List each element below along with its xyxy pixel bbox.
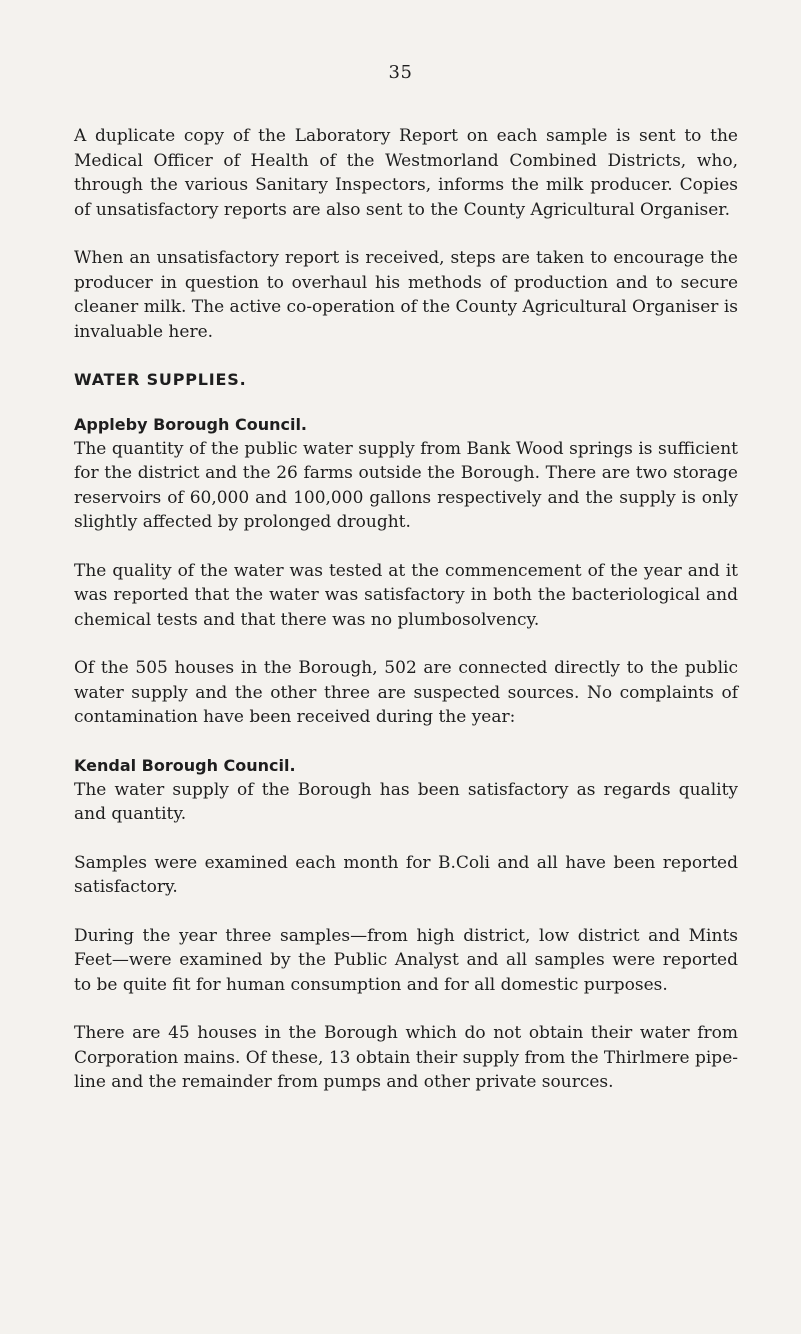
section-title-water-supplies: WATER SUPPLIES.	[74, 370, 247, 389]
page-number: 35	[388, 62, 413, 83]
kendal-paragraph-2: Samples were examined each month for B.Coli and all have been reported satisfactory.	[74, 852, 738, 897]
appleby-section	[74, 413, 738, 730]
appleby-paragraph-2: The quality of the water was tested at the commencement of the year and it was reported that the water was satisfactory in both the bacteriological and chemical tests and that there was no plumbosolvency.	[74, 560, 738, 630]
appleby-paragraph-3: Of the 505 houses in the Borough, 502 are connected directly to the public water supply and the other three are suspected sources. No complaints of contamination have been received during the year:	[74, 658, 738, 727]
document-body	[74, 124, 738, 1119]
appleby-paragraph-1: The quantity of the public water supply from Bank Wood springs is sufficient for the district and the 26 farms outside the Borough. There are two storage reservoirs of 60,000 and 100,000 gallons respectively and the supply is only slightly affected by prolonged drought.	[74, 438, 738, 532]
kendal-paragraph-4: There are 45 houses in the Borough which do not obtain their water from Corporation mains. Of these, 13 obtain their supply from the Thirlmere pipe-line and the remainder from pumps and other private sources.	[74, 1023, 738, 1092]
intro-paragraph-2: When an unsatisfactory report is received, steps are taken to encourage the producer in question to overhaul his methods of production and to secure cleaner milk. The active co-operation of the County Agricultural Organiser is invaluable here.	[74, 248, 738, 342]
appleby-heading: Appleby Borough Council.	[74, 414, 307, 434]
kendal-section	[74, 754, 738, 1095]
kendal-paragraph-3: During the year three samples—from high district, low district and Mints Feet—were examined by the Public Analyst and all samples were reported to be quite fit for human consumption and for all domestic purposes.	[74, 925, 738, 995]
kendal-heading: Kendal Borough Council.	[74, 755, 296, 775]
kendal-paragraph-1: The water supply of the Borough has been satisfactory as regards quality and quantity.	[74, 779, 738, 824]
intro-paragraph-1: A duplicate copy of the Laboratory Report on each sample is sent to the Medical Officer of Health of the Westmorland Combined Districts, who, through the various Sanitary Inspectors, informs the milk producer. Copies of unsatisfactory reports are also sent to the County Agricultural Organiser.	[74, 126, 738, 220]
